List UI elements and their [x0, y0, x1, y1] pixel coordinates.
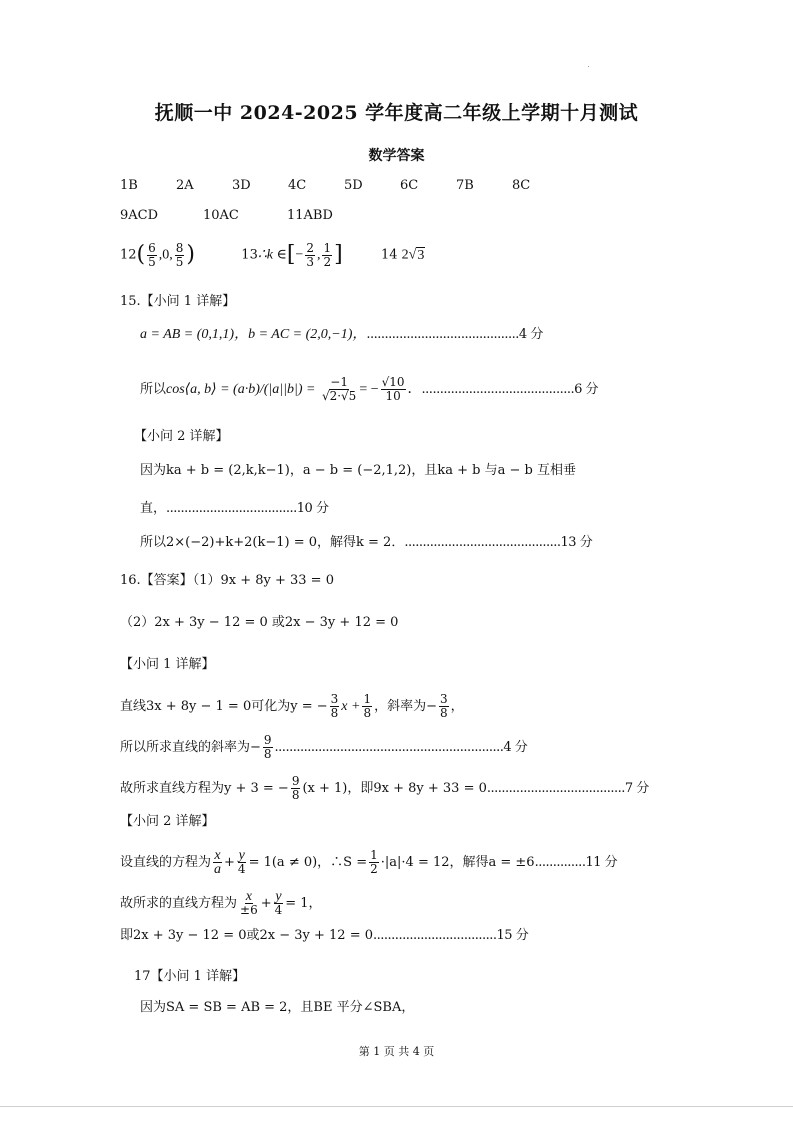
- choice-answer: 5D: [344, 178, 363, 193]
- q13-label: 13: [241, 247, 258, 263]
- q16-sub1-header: 【小问 1 详解】: [120, 657, 215, 672]
- q16-line-5: 故所求的直线方程为 $\frac{x}{\pm 6}$ + $\frac{y}{4}$ = 1，: [120, 889, 322, 917]
- q15-sub2-header: 【小问 2 详解】: [134, 429, 229, 444]
- q15-line-3: 因为ka + b = (2,k,k−1)，a − b = (−2,1,2)，且ka + b 与a − b 互相垂: [140, 463, 576, 478]
- choice-answer: 10AC: [203, 208, 239, 223]
- choice-answer: 1B: [120, 178, 138, 193]
- q16-answer-2: （2）2x + 3y − 12 = 0 或2x − 3y + 12 = 0: [120, 615, 399, 630]
- choice-answer: 6C: [400, 178, 419, 193]
- page-subtitle: 数学答案: [368, 148, 425, 164]
- q12-label: 12: [120, 247, 137, 263]
- choice-answer: 2A: [176, 178, 194, 193]
- fraction: $\frac{2}{3}$: [306, 240, 314, 269]
- page-title: 抚顺一中 2024-2025 学年度高二年级上学期十月测试: [154, 102, 639, 124]
- q17-line-1: 因为SA = SB = AB = 2，且BE 平分∠SBA，: [140, 1000, 415, 1015]
- q16-line-2: 所以所求直线的斜率为− $\frac{9}{8}$ ...............................................................4 分: [120, 733, 528, 761]
- q16-line-4: 设直线的方程为 $\frac{x}{a}$ + $\frac{y}{4}$ = 1(a ≠ 0)，∴S = $\frac{1}{2}$ ·|a|·4 = 12，解得a = ±6..............11 分: [120, 848, 618, 877]
- page-bottom-rule: [0, 1106, 793, 1107]
- choice-answer: 9ACD: [120, 208, 159, 223]
- q15-sub1-header: 15.【小问 1 详解】: [120, 294, 236, 309]
- choice-answer: 4C: [288, 178, 307, 193]
- q16-line-1: 直线3x + 8y − 1 = 0可化为y = − $\frac{3}{8}$ x + $\frac{1}{8}$ ，斜率为− $\frac{3}{8}$ ，: [120, 692, 464, 720]
- q15-line-5: 所以2×(−2)+k+2(k−1) = 0，解得k = 2．...........................................13 分: [140, 535, 593, 550]
- choice-answer: 8C: [512, 178, 531, 193]
- q15-line-2: 所以cos⟨a, b⟩ = (a·b)/(|a||b|) = $\frac{-1}{√2\cdot√5}$ = − $\frac{√10}{10}$ ．..........................................6 分: [140, 375, 599, 403]
- q14-label: 14: [380, 247, 398, 263]
- page-footer: 第 1 页 共 4 页: [358, 1045, 435, 1058]
- choice-answer: 11ABD: [287, 208, 333, 223]
- choice-answer: 7B: [456, 178, 474, 193]
- q16-line-3: 故所求直线方程为y + 3 = − $\frac{9}{8}$ (x + 1)，即9x + 8y + 33 = 0......................................7 分: [120, 774, 649, 802]
- q15-line-1: a = AB = (0,1,1)，b = AC = (2,0,−1)，..........................................4 分: [140, 327, 543, 342]
- fraction: $\frac{8}{5}$: [175, 240, 184, 269]
- fraction: $\frac{1}{2}$: [323, 240, 332, 269]
- q17-sub1-header: 17【小问 1 详解】: [134, 969, 246, 984]
- q16-answer-1: 16.【答案】（1）9x + 8y + 33 = 0: [120, 573, 334, 588]
- choice-answer: 3D: [232, 178, 251, 193]
- q16-sub2-header: 【小问 2 详解】: [120, 814, 215, 829]
- fraction: $\frac{6}{5}$: [148, 240, 156, 269]
- q15-line-4: 直，....................................10 分: [140, 501, 329, 516]
- fill-answers-row: 12( $\frac{6}{5}$ ,0, $\frac{8}{5}$ ) 13∴k ∈[− $\frac{2}{3}$ , $\frac{1}{2}$ ] 14 2√3: [120, 240, 425, 269]
- q16-line-6: 即2x + 3y − 12 = 0或2x − 3y + 12 = 0..................................15 分: [120, 928, 529, 943]
- scan-speck: [588, 66, 589, 67]
